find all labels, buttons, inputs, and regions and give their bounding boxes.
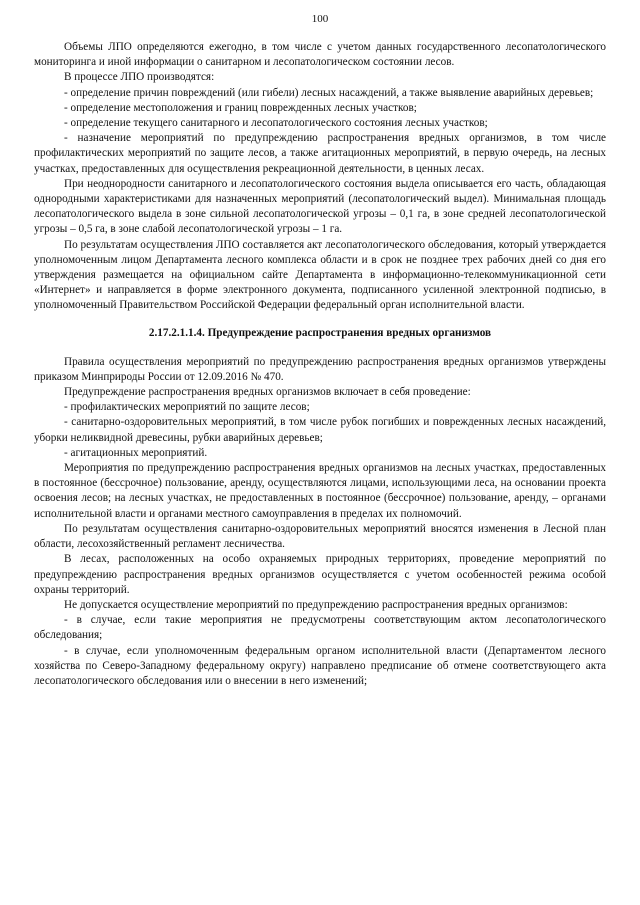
list-item: - в случае, если такие мероприятия не предусмотрены соответствующим актом лесопатологического обследования; [34, 614, 606, 642]
paragraph: Не допускается осуществление мероприятий по предупреждению распространения вредных организмов: [64, 598, 568, 611]
paragraph: Предупреждение распространения вредных организмов включает в себя проведение: [64, 386, 471, 399]
list-item: - определение местоположения и границ поврежденных лесных участков; [64, 101, 417, 114]
paragraph: Объемы ЛПО определяются ежегодно, в том числе с учетом данных государственного лесопатологического мониторинга и иной информации о санитарном и лесопатологическом состоянии лесов. [34, 41, 606, 69]
paragraph: В процессе ЛПО производятся: [64, 71, 215, 84]
list-item: - назначение мероприятий по предупреждению распространения вредных организмов, в том числе профилактических мероприятий по защите лесов, а также агитационных мероприятий, в первую очередь, на лесных участках, предоставленных для осуществления рекреационной деятельности, в ценных лесах. [34, 132, 606, 175]
list-item: - определение текущего санитарного и лесопатологического состояния лесных участков; [64, 117, 488, 130]
paragraph: При неоднородности санитарного и лесопатологического состояния выдела описывается его часть, обладающая однородными характеристиками для назначенных мероприятий (лесопатологический выдел). Минимальная площадь лесопатологического выдела в зоне сильной лесопатологической угрозы – 0,1 га, в зоне средней лесопатологической угрозы – 0,5 га, в зоне слабой лесопатологической угрозы – 1 га. [34, 177, 606, 236]
paragraph: По результатам осуществления ЛПО составляется акт лесопатологического обследования, который утверждается уполномоченным лицом Департамента лесного комплекса области и в срок не позднее трех рабочих дней со дня его утверждения размещается на официальном сайте Департамента в информационно-телекоммуникационной сети «Интернет» и направляется в форме электронного документа, подписанного усиленной электронной подписью, в уполномоченный Правительством Российской Федерации федеральный орган исполнительной власти. [34, 238, 606, 312]
paragraph: По результатам осуществления санитарно-оздоровительных мероприятий вносятся изменения в Лесной план области, лесохозяйственный регламент лесничества. [34, 522, 606, 551]
paragraph: Мероприятия по предупреждению распространения вредных организмов на лесных участках, предоставленных в постоянное (бессрочное) пользование, аренду, осуществляются лицами, использующими леса, на основании проекта освоения лесов; на лесных участках, не предоставленных в постоянное (бессрочное) пользование, аренду, – органами исполнительной власти и органами местного самоуправления в пределах их полномочий. [34, 462, 606, 520]
section-heading: 2.17.2.1.1.4. Предупреждение распространения вредных организмов [148, 326, 492, 339]
page-number: 100 [311, 13, 329, 25]
page-body [34, 40, 606, 689]
list-item: - в случае, если уполномоченным федеральным органом исполнительной власти (Департаментом лесного хозяйства по Северо-Западному федеральному округу) направлено предписание об отмене соответствующего акта лесопатологического обследования или о внесении в него изменений; [34, 644, 606, 687]
list-item: - санитарно-оздоровительных мероприятий, в том числе рубок погибших и поврежденных лесных насаждений, уборки нeликвидной древесины, рубки аварийных деревьев; [34, 416, 606, 444]
list-item: - агитационных мероприятий. [64, 446, 208, 459]
list-item: - профилактических мероприятий по защите лесов; [64, 401, 310, 414]
paragraph: В лесах, расположенных на особо охраняемых природных территориях, проведение мероприятий по предупреждению распространения вредных организмов осуществляется с учетом особенностей режима особой охраны территорий. [34, 553, 606, 596]
paragraph: Правила осуществления мероприятий по предупреждению распространения вредных организмов утверждены приказом Минприроды России от 12.09.2016 № 470. [34, 355, 606, 383]
list-item: - определение причин повреждений (или гибели) лесных насаждений, а также выявление аварийных деревьев; [64, 86, 594, 99]
